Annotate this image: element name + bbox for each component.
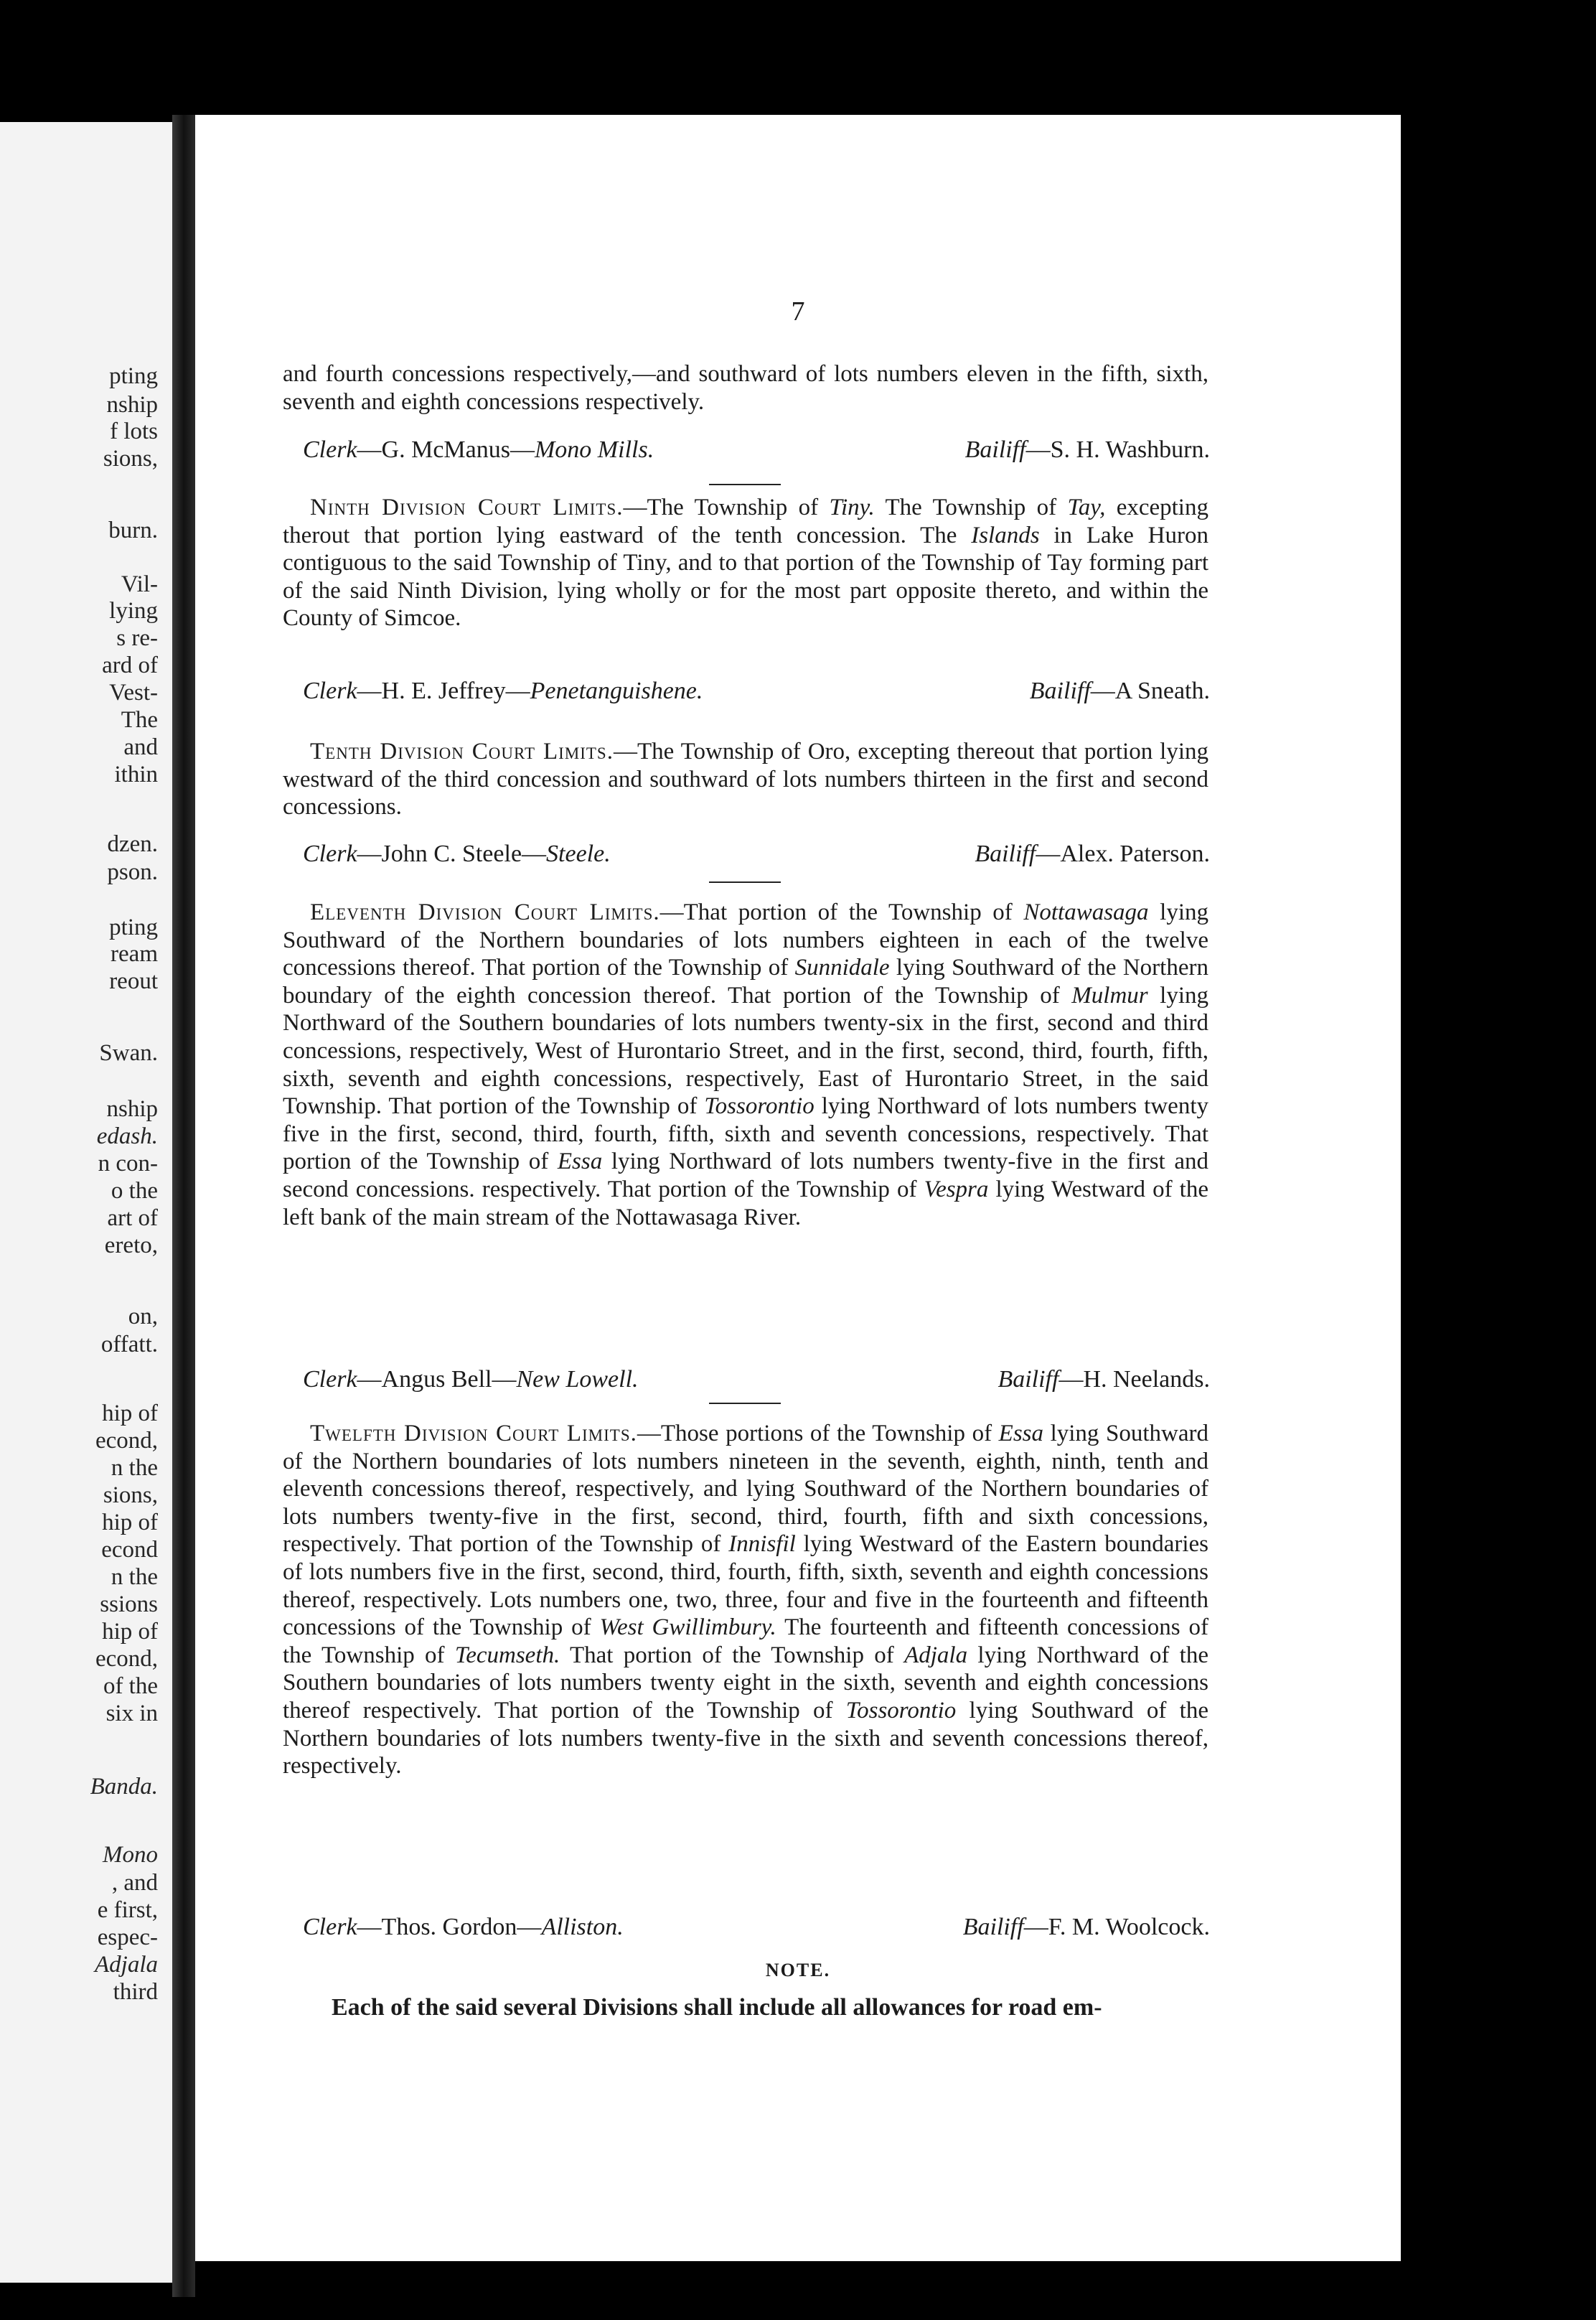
section-heading: Tenth Division Court Limits. [310, 739, 614, 764]
clerk-entry: Clerk—Thos. Gordon—Alliston. [303, 1914, 624, 1940]
left-page-text-fragment: pting [109, 915, 158, 940]
left-page-text-fragment: edash. [96, 1123, 158, 1149]
left-page-text-fragment: , and [111, 1870, 158, 1896]
note-heading: NOTE. [765, 1960, 831, 1980]
left-page-text-fragment: sions, [103, 1482, 158, 1508]
section-divider [709, 881, 781, 883]
left-page-text-fragment: Vest- [109, 680, 158, 706]
left-page-text-fragment: reout [109, 968, 158, 994]
bailiff-entry: Bailiff—F. M. Woolcock. [962, 1914, 1210, 1940]
left-page-text-fragment: six in [105, 1701, 158, 1726]
left-page-text-fragment: lying [109, 598, 158, 624]
tenth-division-paragraph: Tenth Division Court Limits.—The Township of Oro, excepting thereout that portion lying westward of the third concession and southward of lots numbers thirteen in the first and second concessions. [283, 739, 1208, 820]
ninth-division-paragraph: Ninth Division Court Limits.—The Township of Tiny. The Township of Tay, excepting therout that portion lying eastward of the tenth concession. The Islands in Lake Huron contiguous to the said Township of Tiny, and to that portion of the Township of Tay forming part of the said Ninth Division, lying wholly or for the most part opposite thereto, and within the County of Simcoe. [283, 495, 1208, 632]
twelfth-division-paragraph: Twelfth Division Court Limits.—Those portions of the Township of Essa lying Southward of the Northern boundaries of lots numbers nineteen in the seventh, eighth, ninth, tenth and eleventh concessions thereof, respectively, and lying Southward of the Northern boundaries of lots numbers twenty-five in the first, second, third, fourth, fifth and sixth concessions, respectively. That portion of the Township of Innisfil lying Westward of the Eastern boundaries of lots numbers five in the first, second, third, fourth, fifth, sixth, seventh and eighth concessions thereof, respectively. Lots numbers one, two, three, four and five in the fourteenth and fifteenth concessions of the Township of West Gwillimbury. The fourteenth and fifteenth concessions of the Township of Tecumseth. That portion of the Township of Adjala lying Northward of the Southern boundaries of lots numbers twenty eight in the sixth, seventh and eighth concessions thereof respectively. That portion of the Township of Tossorontio lying Southward of the Northern boundaries of lots numbers twenty-five in the sixth and seventh concessions thereof, respectively. [283, 1421, 1209, 1779]
left-page-text-fragment: art of [107, 1205, 158, 1231]
left-page-text-fragment: ard of [102, 652, 158, 678]
left-page-text-fragment: ream [111, 941, 158, 967]
left-page-text-fragment: and [123, 734, 158, 760]
left-page-text-fragment: pting [109, 363, 158, 389]
left-page-text-fragment: n the [111, 1455, 158, 1481]
document-page [195, 115, 1401, 2261]
left-page-text-fragment: sions, [103, 446, 158, 472]
bailiff-entry: Bailiff—H. Neelands. [998, 1366, 1210, 1393]
left-page-text-fragment: s re- [116, 625, 158, 651]
bailiff-entry: Bailiff—A Sneath. [1029, 678, 1210, 704]
left-page-text-fragment: third [113, 1979, 158, 2005]
continuation-paragraph: and fourth concessions respectively,—and southward of lots numbers eleven in the fifth, sixth, seventh and eighth concessions respectively. [283, 361, 1208, 415]
left-page-text-fragment: econd [101, 1537, 158, 1563]
left-page-text-fragment: nship [106, 392, 158, 418]
left-page-text-fragment: ereto, [104, 1232, 158, 1258]
left-page-text-fragment: Mono [103, 1842, 158, 1868]
clerk-entry: Clerk—Angus Bell—New Lowell. [303, 1366, 639, 1393]
left-page-text-fragment: n con- [98, 1151, 158, 1177]
left-page-text-fragment: espec- [97, 1924, 158, 1950]
left-page-text-fragment: burn. [108, 518, 158, 543]
left-page-text-fragment: f lots [110, 418, 158, 444]
left-page-text-fragment: on, [128, 1304, 158, 1329]
left-page-text-fragment: e first, [97, 1897, 158, 1923]
section-divider [709, 1403, 781, 1404]
section-heading: Ninth Division Court Limits. [310, 495, 624, 520]
left-page-text-fragment: of the [103, 1673, 158, 1699]
section-heading: Twelfth Division Court Limits. [310, 1421, 637, 1446]
left-page-text-fragment: hip of [102, 1619, 158, 1645]
left-page-text-fragment: pson. [107, 859, 158, 885]
left-page-text-fragment: offatt. [100, 1332, 158, 1357]
left-page-text-fragment: Swan. [99, 1040, 158, 1066]
left-page-text-fragment: dzen. [107, 831, 158, 857]
twelfth-division-officials [303, 1913, 1210, 1942]
facing-page-left [0, 122, 172, 2283]
bailiff-entry: Bailiff—S. H. Washburn. [964, 436, 1210, 463]
clerk-entry: Clerk—John C. Steele—Steele. [303, 841, 611, 867]
bailiff-entry: Bailiff—Alex. Paterson. [975, 841, 1210, 867]
left-page-text-fragment: econd, [95, 1428, 158, 1454]
left-page-text-fragment: econd, [95, 1646, 158, 1672]
left-page-text-fragment: nship [106, 1096, 158, 1122]
eleventh-division-paragraph: Eleventh Division Court Limits.—That portion of the Township of Nottawasaga lying Southward of the Northern boundaries of lots numbers eighteen in each of the twelve concessions thereof. That portion of the Township of Sunnidale lying Southward of the Northern boundary of the eighth concession thereof. That portion of the Township of Mulmur lying Northward of the Southern boundaries of lots numbers twenty-six in the first, second and third concessions, respectively, West of Hurontario Street, and in the first, second, third, fourth, fifth, sixth, seventh and eighth concessions, respectively, East of Hurontario Street, in the said Township. That portion of the Township of Tossorontio lying Northward of lots numbers twenty five in the first, second, third, fourth, fifth, sixth and seventh concessions, respectively. That portion of the Township of Essa lying Northward of lots numbers twenty-five in the first and second concessions. respectively. That portion of the Township of Vespra lying Westward of the left bank of the main stream of the Nottawasaga River. [283, 899, 1208, 1230]
clerk-entry: Clerk—G. McManus—Mono Mills. [303, 436, 654, 463]
section-heading: Eleventh Division Court Limits. [310, 899, 660, 925]
eighth-division-officials [303, 436, 1210, 464]
tenth-division-officials [303, 840, 1210, 869]
left-page-text-fragment: Vil- [121, 571, 158, 597]
note-text: Each of the said several Divisions shall include all allowances for road em- [332, 1994, 1102, 2021]
left-page-text-fragment: ssions [100, 1591, 158, 1617]
clerk-entry: Clerk—H. E. Jeffrey—Penetanguishene. [303, 678, 703, 704]
left-page-text-fragment: hip of [102, 1510, 158, 1535]
left-page-text-fragment: The [121, 707, 158, 733]
page-number: 7 [791, 296, 805, 327]
left-page-text-fragment: ithin [114, 762, 158, 787]
left-page-text-fragment: hip of [102, 1400, 158, 1426]
left-page-text-fragment: Adjala [95, 1952, 158, 1978]
left-page-text-fragment: Banda. [90, 1774, 158, 1800]
left-page-text-fragment: o the [111, 1178, 158, 1204]
section-divider [709, 484, 781, 485]
book-gutter [172, 115, 195, 2297]
left-page-text-fragment: n the [111, 1564, 158, 1590]
eleventh-division-officials [303, 1365, 1210, 1394]
ninth-division-officials [303, 677, 1210, 706]
